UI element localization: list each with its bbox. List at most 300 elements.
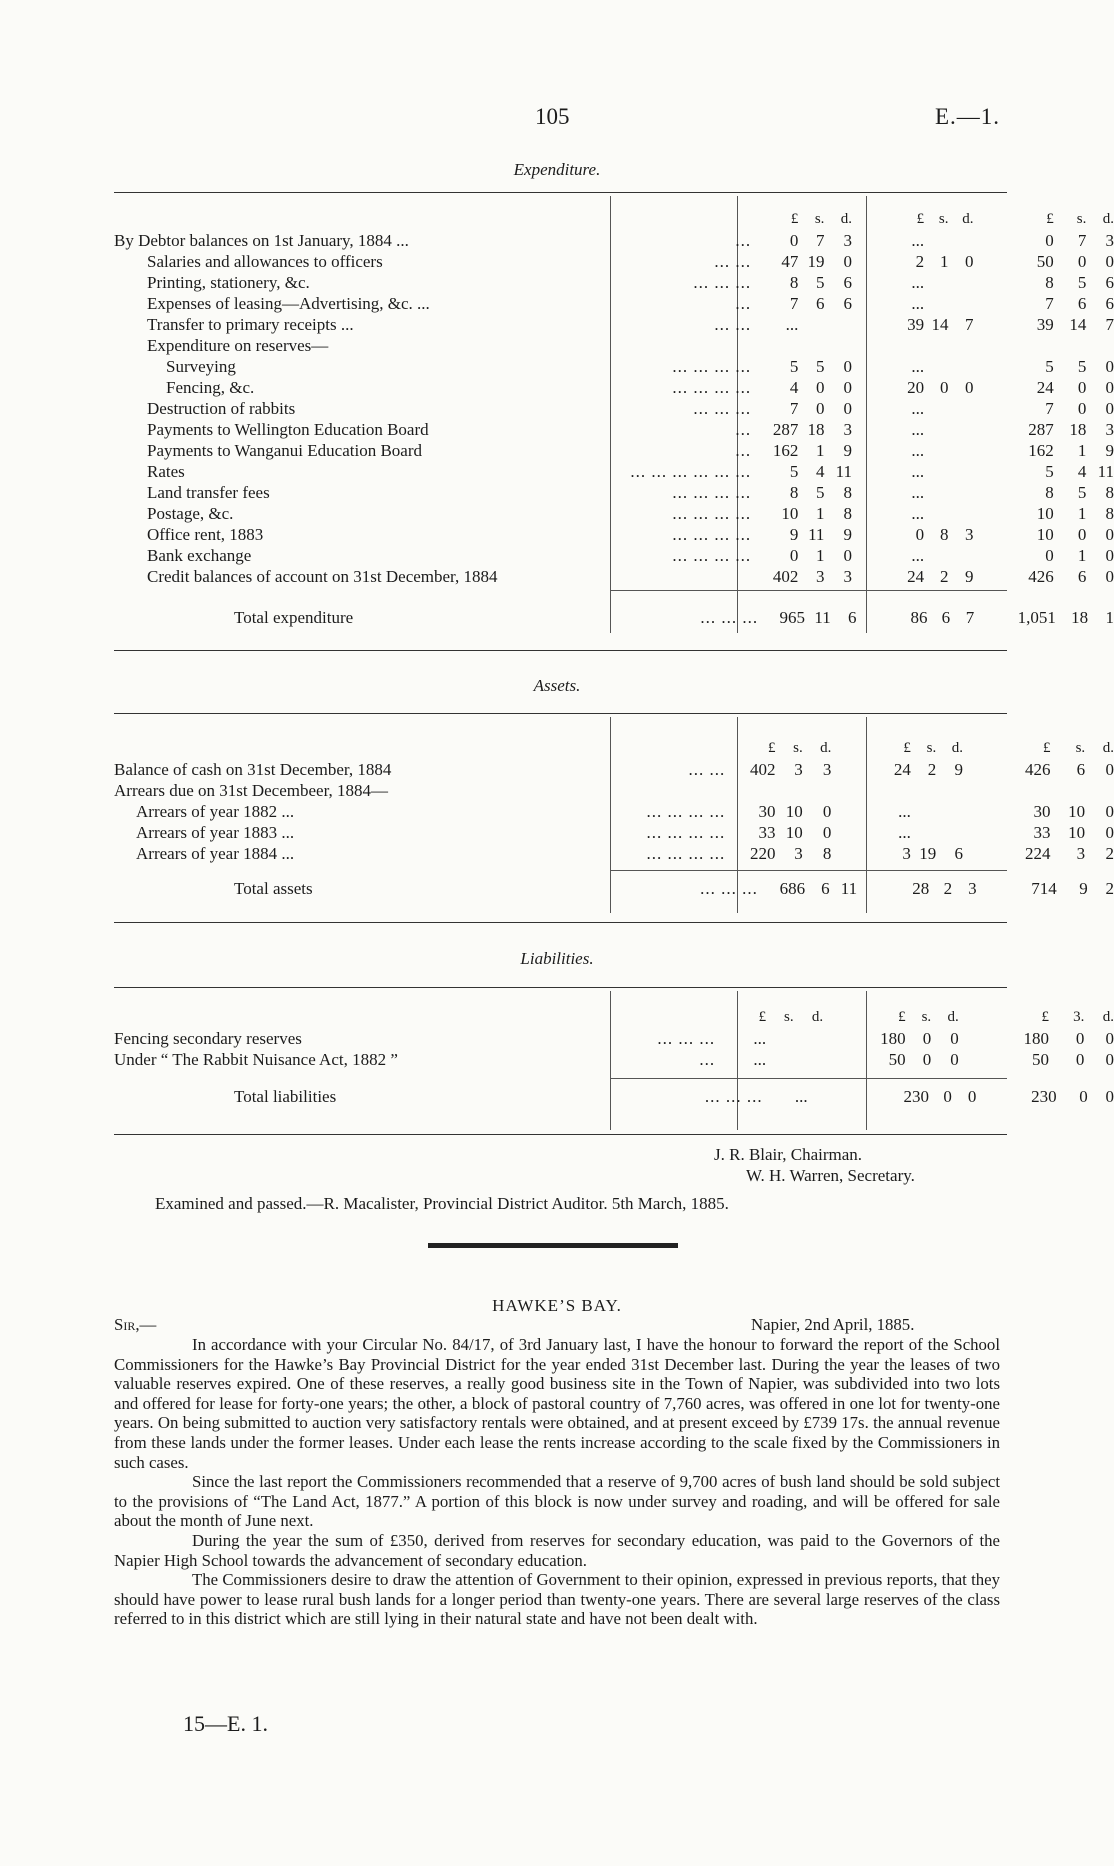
pounds-cell: ... <box>911 483 925 502</box>
leader-dots: ... ... ... <box>693 273 752 292</box>
shillings-cell: 10 <box>785 802 803 821</box>
leader-dots: ... ... ... <box>704 1087 763 1106</box>
pounds-cell: ... <box>753 1050 767 1069</box>
pence-cell: 0 <box>1105 760 1114 779</box>
shillings-cell: 14 <box>1069 315 1087 334</box>
col-gap <box>974 314 999 335</box>
pence-cell: 0 <box>843 252 853 271</box>
shillings-cell: 1 <box>815 441 825 460</box>
row-label: Fencing, &c. <box>166 378 255 397</box>
pounds-cell: 50 <box>888 1050 906 1069</box>
pounds-cell: 5 <box>1045 357 1054 376</box>
shillings-cell: 0 <box>815 378 825 397</box>
row-label: Land transfer fees <box>147 483 270 502</box>
pounds-cell: 24 <box>893 760 911 779</box>
table-row <box>114 293 1114 314</box>
pounds-cell: 714 <box>1031 879 1057 898</box>
pence-cell: 0 <box>1105 357 1114 376</box>
leader-dots: ... ... ... ... <box>646 802 726 821</box>
leader-dots: ... ... ... ... <box>672 546 752 565</box>
pounds-cell: 9 <box>789 525 799 544</box>
col-gap <box>974 272 999 293</box>
shillings-cell: 0 <box>815 399 825 418</box>
pence-cell: 3 <box>965 525 974 544</box>
pence-cell: 11 <box>840 879 858 898</box>
assets-table <box>114 738 1114 864</box>
unit-header-spacer <box>114 209 630 230</box>
pounds-cell <box>751 335 798 356</box>
row-label: Payments to Wanganui Education Board <box>147 441 422 460</box>
leader-dots: ... ... <box>688 760 726 779</box>
shillings-cell: 1 <box>1077 546 1087 565</box>
col-gap <box>963 780 991 801</box>
pence-cell: 0 <box>1105 823 1114 842</box>
col-gap <box>852 314 873 335</box>
shillings-cell: 7 <box>815 231 825 250</box>
shillings-header: s. <box>1075 740 1086 756</box>
leader-dots <box>630 566 751 587</box>
pounds-cell: 24 <box>907 567 925 586</box>
total-row <box>114 1086 1114 1107</box>
table-row <box>114 377 1114 398</box>
pounds-cell: 7 <box>789 399 799 418</box>
pounds-cell: 8 <box>789 273 799 292</box>
pence-cell <box>794 1049 824 1070</box>
pence-header: d. <box>820 740 832 756</box>
pence-cell: 3 <box>1105 420 1114 439</box>
section-divider-rule <box>428 1243 678 1248</box>
pence-cell: 0 <box>822 802 832 821</box>
pence-cell: 3 <box>1105 231 1114 250</box>
col-gap <box>974 398 999 419</box>
row-label: Fencing secondary reserves <box>114 1029 302 1048</box>
pounds-header: £ <box>1042 740 1051 756</box>
table-row <box>114 230 1114 251</box>
shillings-cell <box>911 780 936 801</box>
assets-subtotal-rule <box>610 870 1007 871</box>
auditor-note: Examined and passed.—R. Macalister, Provincial District Auditor. 5th March, 1885. <box>155 1194 729 1213</box>
pence-cell: 6 <box>1105 294 1114 313</box>
pounds-header: £ <box>916 211 925 227</box>
pounds-cell: 30 <box>1033 802 1051 821</box>
pence-cell <box>824 335 852 356</box>
shillings-cell: 19 <box>807 252 825 271</box>
table-row <box>114 461 1114 482</box>
pence-cell: 0 <box>1105 1029 1114 1048</box>
pence-cell: 0 <box>1105 1087 1114 1106</box>
row-label: Printing, stationery, &c. <box>147 273 310 292</box>
pence-header: d. <box>1102 1009 1114 1025</box>
row-label: Arrears of year 1882 ... <box>136 802 295 821</box>
col-gap <box>852 272 873 293</box>
pence-cell <box>949 545 974 566</box>
signature-mark: 15—E. 1. <box>183 1711 268 1736</box>
pounds-cell: 39 <box>1036 315 1054 334</box>
shillings-cell: 0 <box>1075 1050 1085 1069</box>
pounds-cell: ... <box>911 231 925 250</box>
shillings-cell: 11 <box>814 608 831 627</box>
shillings-cell <box>911 801 936 822</box>
col-gap <box>974 607 998 628</box>
col-gap <box>974 230 999 251</box>
pounds-cell: 33 <box>758 823 776 842</box>
assets-total-table <box>114 878 1114 899</box>
shillings-cell <box>924 293 948 314</box>
col-gap <box>963 822 991 843</box>
row-label: Postage, &c. <box>147 504 234 523</box>
leader-dots <box>613 780 726 801</box>
leader-dots: ... ... ... ... <box>646 823 726 842</box>
pounds-cell: ... <box>911 294 925 313</box>
unit-header-spacer <box>613 738 726 759</box>
table-row <box>114 566 1114 587</box>
leader-dots: ... <box>735 294 752 313</box>
col-gap <box>974 503 999 524</box>
shillings-cell <box>808 1086 831 1107</box>
shillings-cell <box>775 780 802 801</box>
shillings-cell <box>924 503 948 524</box>
row-label: Surveying <box>166 357 236 376</box>
pounds-cell: 426 <box>1024 760 1051 779</box>
pounds-cell: 5 <box>789 462 799 481</box>
pence-cell: 8 <box>843 504 853 523</box>
shillings-cell: 2 <box>943 879 953 898</box>
shillings-cell: 10 <box>1068 802 1086 821</box>
pounds-cell: ... <box>911 399 925 418</box>
pence-cell <box>936 801 963 822</box>
col-gap <box>959 1007 988 1028</box>
row-label: Total expenditure <box>234 608 354 627</box>
pence-cell: 2 <box>1105 879 1114 898</box>
col-gap <box>852 566 873 587</box>
expenditure-bottom-rule <box>114 650 1007 651</box>
pence-cell: 6 <box>1105 273 1114 292</box>
pence-header: d. <box>947 1009 959 1025</box>
shillings-cell <box>1050 780 1085 801</box>
shillings-cell: 1 <box>815 504 825 523</box>
col-gap <box>852 545 873 566</box>
shillings-cell: 7 <box>1077 231 1087 250</box>
col-gap <box>852 230 873 251</box>
pence-cell: 6 <box>843 273 853 292</box>
shillings-cell: 0 <box>922 1050 932 1069</box>
assets-top-rule <box>114 713 1007 714</box>
shillings-cell <box>924 545 948 566</box>
assets-title: Assets. <box>533 676 581 695</box>
pounds-cell: ... <box>911 546 925 565</box>
leader-dots: ... <box>735 231 752 250</box>
pence-cell <box>949 503 974 524</box>
pence-cell: 0 <box>965 378 974 397</box>
shillings-cell: 11 <box>808 525 825 544</box>
pence-cell <box>803 780 832 801</box>
pounds-cell: 28 <box>912 879 930 898</box>
shillings-cell: 3 <box>794 760 803 779</box>
leader-dots <box>630 335 751 356</box>
pounds-cell: 7 <box>789 294 799 313</box>
col-gap <box>852 482 873 503</box>
pounds-cell: 7 <box>1045 294 1054 313</box>
pence-cell: 3 <box>843 420 853 439</box>
shillings-cell: 0 <box>1079 1087 1088 1106</box>
col-gap <box>852 398 873 419</box>
unit-header-row <box>114 209 1114 230</box>
letter-paragraph: In accordance with your Circular No. 84/17, of 3rd January last, I have the honour to forward the report of the School Commissioners for the Hawke’s Bay Provincial District for the year ended 31st December last. During the year the leases of two valuable reserves expired. One of these reserves, a really good business site in the Town of Napier, was subdivided into two lots and offered for lease for forty-one years; the other, a block of pastoral country of 7,760 acres, was offered in one lot for twenty-one years. On being submitted to auction very satisfactory rentals were obtained, and at present exceed by £739 17s. the annual revenue from these lands under the former leases. Under each lease the rents increase according to the scale fixed by the Commissioners in such cases. <box>114 1335 1000 1472</box>
shillings-cell: 5 <box>815 483 825 502</box>
pounds-header: £ <box>790 211 799 227</box>
pounds-cell: 20 <box>907 378 925 397</box>
shillings-cell <box>1054 335 1087 356</box>
shillings-cell: 2 <box>927 760 937 779</box>
pounds-cell: 402 <box>749 760 776 779</box>
pounds-cell: ... <box>911 441 925 460</box>
pounds-cell <box>873 335 924 356</box>
pounds-cell: 8 <box>1045 483 1054 502</box>
pounds-cell: 426 <box>1028 567 1054 586</box>
col-gap <box>974 356 999 377</box>
row-label: Payments to Wellington Education Board <box>147 420 429 439</box>
col-gap <box>852 251 873 272</box>
pounds-cell: ... <box>753 1029 767 1048</box>
pence-cell: 3 <box>822 760 832 779</box>
col-gap <box>977 878 1002 899</box>
col-gap <box>959 1028 988 1049</box>
col-gap <box>831 780 855 801</box>
pence-cell: 6 <box>954 844 964 863</box>
pounds-cell: 0 <box>789 546 799 565</box>
pence-cell: 7 <box>1105 315 1114 334</box>
shillings-cell: 6 <box>1077 294 1087 313</box>
shillings-header: s. <box>814 211 825 227</box>
col-gap <box>852 524 873 545</box>
pence-cell <box>949 272 974 293</box>
col-gap <box>974 524 999 545</box>
shillings-cell: 9 <box>1079 879 1088 898</box>
pence-cell: 1 <box>1105 608 1114 627</box>
leader-dots: ... ... ... ... <box>672 357 752 376</box>
row-label: Expenditure on reserves— <box>147 336 329 355</box>
row-label: Total liabilities <box>234 1087 337 1106</box>
chairman-signature: J. R. Blair, Chairman. <box>714 1145 863 1164</box>
shillings-cell: 4 <box>815 462 825 481</box>
col-gap <box>852 419 873 440</box>
col-gap <box>852 335 873 356</box>
table-row <box>114 843 1114 864</box>
pounds-cell: 8 <box>1045 273 1054 292</box>
pounds-cell: 220 <box>749 844 776 863</box>
pence-cell: 8 <box>843 483 853 502</box>
pence-cell: 3 <box>843 231 853 250</box>
pounds-cell: 50 <box>1036 252 1054 271</box>
unit-header-spacer <box>602 1007 716 1028</box>
row-label: Salaries and allowances to officers <box>147 252 383 271</box>
shillings-cell: 6 <box>815 294 825 313</box>
shillings-cell: 18 <box>1069 420 1087 439</box>
pounds-cell: 24 <box>1036 378 1054 397</box>
shillings-cell <box>924 440 948 461</box>
pounds-cell: 0 <box>915 525 925 544</box>
pounds-cell: ... <box>794 1087 808 1106</box>
leader-dots: ... <box>699 1050 716 1069</box>
shillings-cell: 10 <box>785 823 803 842</box>
unit-header-row <box>114 1007 1114 1028</box>
table-row <box>114 419 1114 440</box>
total-row <box>114 607 1114 628</box>
table-row <box>114 1028 1114 1049</box>
row-label: Arrears due on 31st Decembeer, 1884— <box>114 781 389 800</box>
table-row <box>114 440 1114 461</box>
row-label: Bank exchange <box>147 546 252 565</box>
pence-cell: 8 <box>1105 504 1114 523</box>
col-gap <box>852 440 873 461</box>
shillings-cell: 3 <box>1076 844 1086 863</box>
pence-cell: 0 <box>1105 378 1114 397</box>
liabilities-total-table <box>114 1086 1114 1107</box>
pence-cell <box>1086 335 1114 356</box>
pence-cell: 0 <box>965 252 974 271</box>
pounds-cell: 3 <box>902 844 911 863</box>
col-gap <box>974 209 999 230</box>
shillings-cell <box>798 314 824 335</box>
liabilities-top-rule <box>114 987 1007 988</box>
shillings-cell <box>924 419 948 440</box>
unit-header-spacer <box>114 1007 602 1028</box>
liabilities-table <box>114 1007 1114 1070</box>
table-row <box>114 251 1114 272</box>
pence-cell <box>936 780 963 801</box>
col-gap <box>852 503 873 524</box>
leader-dots: ... ... ... ... <box>672 378 752 397</box>
table-row <box>114 272 1114 293</box>
shillings-cell <box>766 1049 794 1070</box>
shillings-cell: 6 <box>1076 760 1086 779</box>
col-gap <box>963 759 991 780</box>
col-gap <box>963 801 991 822</box>
leader-dots: ... ... <box>714 315 752 334</box>
col-gap <box>852 356 873 377</box>
pounds-cell: 86 <box>910 608 928 627</box>
assets-bottom-rule <box>114 922 1007 923</box>
col-gap <box>974 251 999 272</box>
row-label: Transfer to primary receipts ... <box>147 315 354 334</box>
row-label: Destruction of rabbits <box>147 399 296 418</box>
pounds-cell: 2 <box>915 252 925 271</box>
pence-cell: 8 <box>1105 483 1114 502</box>
shillings-cell <box>924 356 948 377</box>
page-number: 105 <box>535 104 570 129</box>
col-gap <box>823 1049 848 1070</box>
shillings-cell: 19 <box>919 844 937 863</box>
col-gap <box>974 461 999 482</box>
col-gap <box>974 377 999 398</box>
col-gap <box>974 545 999 566</box>
pounds-header: £ <box>903 740 911 756</box>
letter-paragraph: The Commissioners desire to draw the attention of Government to their opinion, expressed in previous reports, that they should have power to lease rural bush lands for a longer period than twenty-one years. There are several large reserves of the class referred to in this district which are still lying in their natural state and have not been dealt with. <box>114 1570 1000 1629</box>
col-gap <box>852 209 873 230</box>
pence-cell: 9 <box>843 525 853 544</box>
pence-cell <box>949 335 974 356</box>
pounds-cell: 33 <box>1033 823 1051 842</box>
pounds-cell: ... <box>898 802 911 821</box>
pounds-cell: 965 <box>779 608 805 627</box>
shillings-cell <box>924 335 948 356</box>
pounds-cell: 180 <box>1023 1029 1050 1048</box>
leader-dots: ... ... <box>714 252 752 271</box>
pence-cell: 0 <box>950 1029 959 1048</box>
table-row <box>114 780 1114 801</box>
table-row <box>114 801 1114 822</box>
shillings-header: s. <box>793 740 803 756</box>
shillings-cell: 10 <box>1068 823 1086 842</box>
col-gap <box>857 878 878 899</box>
shillings-cell: 3 <box>794 844 803 863</box>
pence-header: d. <box>1102 740 1114 756</box>
leader-dots: ... ... ... ... <box>646 844 726 863</box>
shillings-cell: 5 <box>1077 483 1087 502</box>
pounds-cell: 686 <box>779 879 806 898</box>
pence-cell: 0 <box>1105 1050 1114 1069</box>
pence-cell: 7 <box>965 608 975 627</box>
letter-paragraph: During the year the sum of £350, derived from reserves for secondary education, was paid to the Governors of the Napier High School towards the advancement of secondary education. <box>114 1530 1000 1570</box>
row-label: Arrears of year 1884 ... <box>136 844 295 863</box>
pence-cell: 0 <box>843 399 853 418</box>
pence-cell: 0 <box>822 823 832 842</box>
col-gap <box>974 440 999 461</box>
col-gap <box>974 419 999 440</box>
pounds-cell: ... <box>911 357 925 376</box>
shillings-cell: 0 <box>1077 378 1087 397</box>
row-label: Office rent, 1883 <box>147 525 264 544</box>
leader-dots: ... <box>735 420 752 439</box>
expenditure-top-rule <box>114 192 1007 193</box>
col-gap <box>974 566 999 587</box>
shillings-cell <box>924 272 948 293</box>
col-gap <box>855 1086 876 1107</box>
pounds-header: £ <box>758 1009 767 1025</box>
pounds-cell: 10 <box>781 504 799 523</box>
pounds-cell: 47 <box>781 252 799 271</box>
pounds-header: £ <box>767 740 776 756</box>
table-row <box>114 356 1114 377</box>
pounds-cell <box>725 780 775 801</box>
shillings-cell: 6 <box>1077 567 1087 586</box>
pounds-cell: 162 <box>772 441 799 460</box>
pounds-cell: 5 <box>1045 462 1054 481</box>
leader-dots: ... ... ... ... <box>672 504 752 523</box>
row-label: Credit balances of account on 31st December, 1884 <box>147 567 498 586</box>
pence-cell <box>949 293 974 314</box>
pounds-cell: 0 <box>1045 546 1054 565</box>
shillings-header: s. <box>921 1009 932 1025</box>
pounds-cell: 0 <box>1045 231 1054 250</box>
pence-cell: 0 <box>1105 567 1114 586</box>
shillings-header: s. <box>784 1009 794 1025</box>
pence-header: d. <box>962 211 974 227</box>
unit-header-row <box>114 738 1114 759</box>
expenditure-subtotal-rule <box>610 590 1007 591</box>
pence-cell: 0 <box>843 357 853 376</box>
col-gap <box>831 801 855 822</box>
liabilities-subtotal-rule <box>610 1078 1007 1079</box>
pounds-cell: 230 <box>1031 1087 1057 1106</box>
pence-cell <box>824 314 852 335</box>
shillings-cell <box>911 822 936 843</box>
leader-dots: ... <box>735 441 752 460</box>
pounds-cell: 402 <box>772 567 799 586</box>
col-gap <box>857 607 878 628</box>
leader-dots: ... ... ... ... <box>672 483 752 502</box>
pounds-cell: 39 <box>907 315 925 334</box>
